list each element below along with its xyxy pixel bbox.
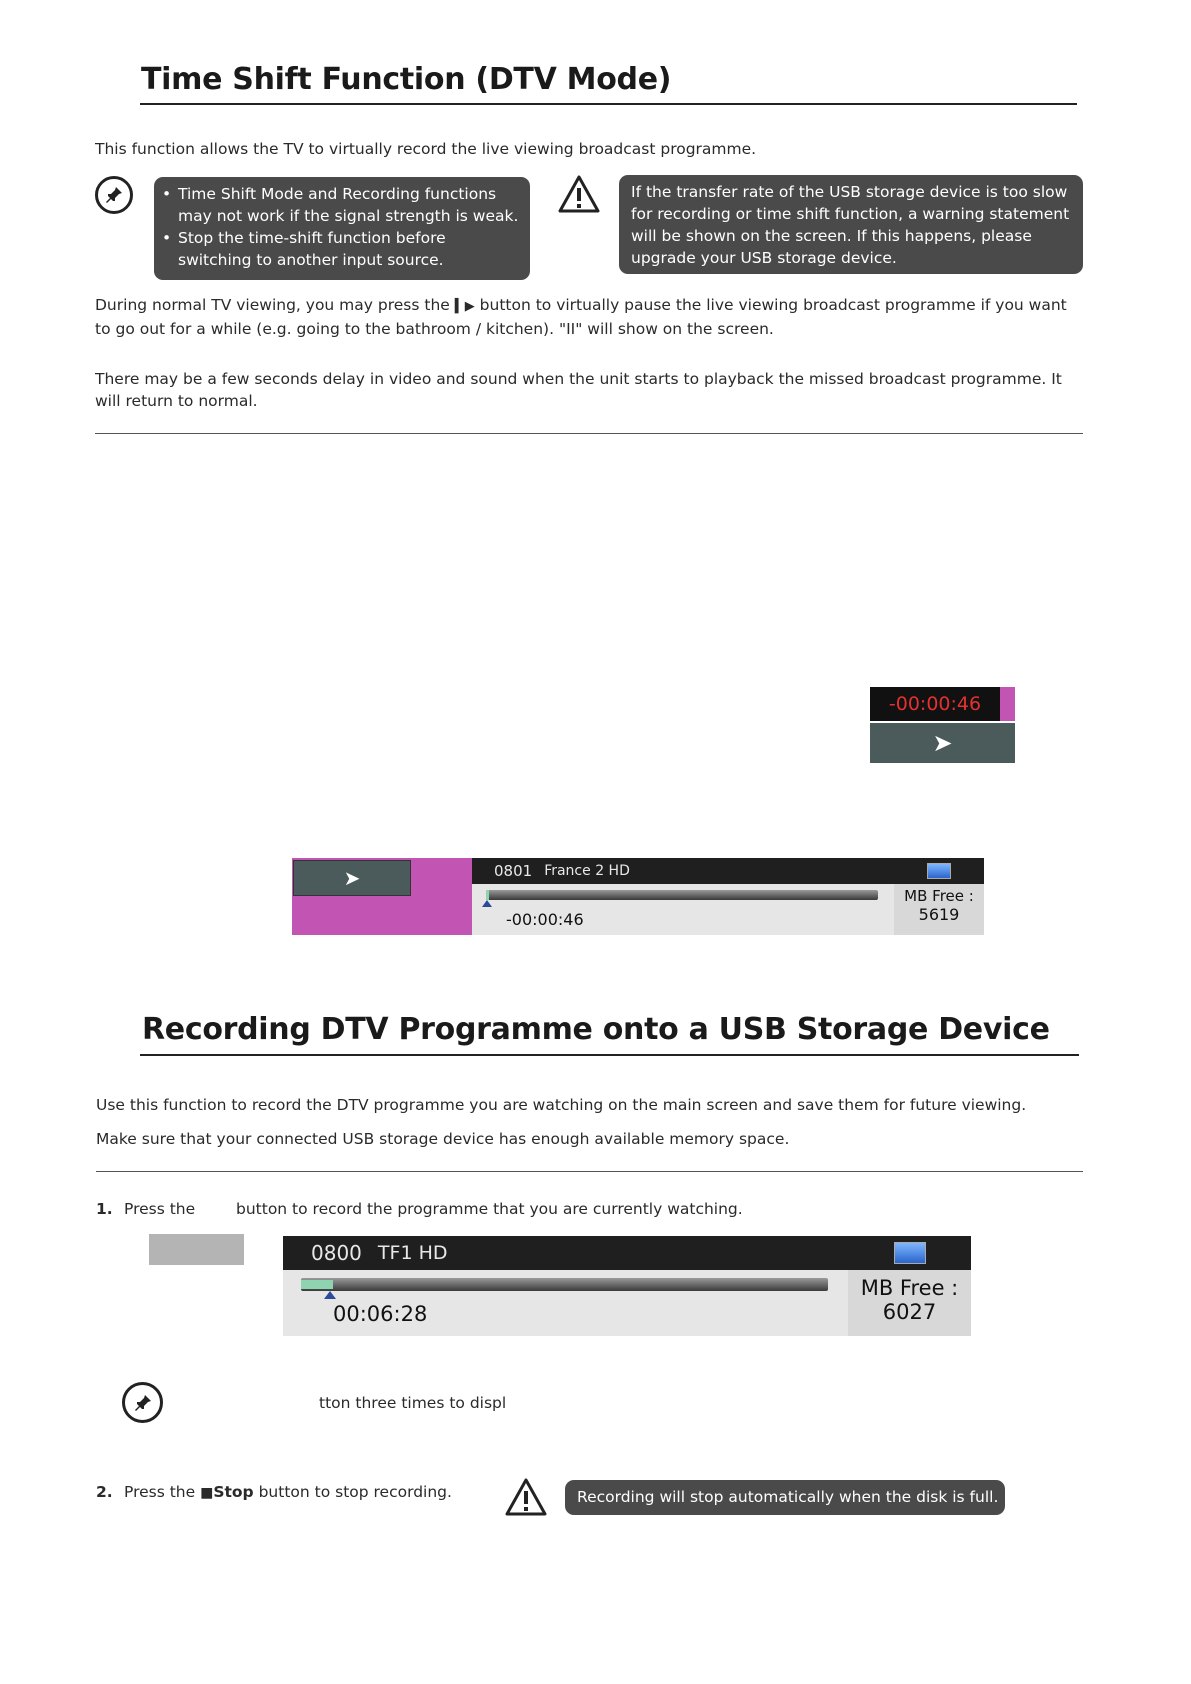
note-list: [154, 183, 520, 271]
section2-title-rule: [140, 1054, 1079, 1056]
step2-text: [124, 1481, 504, 1504]
note-bullet-2: • Stop the time-shift function before switching to another input source.: [154, 227, 520, 271]
note-box: [154, 177, 530, 280]
section1-paragraph-2: There may be a few seconds delay in video and sound when the unit starts to playback the missed broadcast programme. It will return to normal.: [95, 370, 1062, 410]
recording-mb-free-label: MB Free :: [860, 1276, 959, 1300]
storage-panel: [894, 884, 984, 935]
channel-number: 0801: [494, 862, 533, 880]
timeshift-time: -00:00:46: [888, 693, 982, 715]
play-icon: ➤: [932, 729, 953, 757]
step1-text-post: button to record the programme that you are currently watching.: [236, 1200, 743, 1218]
recording-progress-area: [283, 1270, 848, 1336]
stop-label: Stop: [213, 1483, 254, 1501]
recording-storage-header: [848, 1236, 971, 1270]
timeshift-play-panel: [870, 723, 1015, 763]
timeshift-osd-bar: [292, 858, 984, 935]
recording-time: 00:06:28: [333, 1302, 428, 1326]
channel-name: France 2 HD: [544, 863, 630, 879]
para1-part1: During normal TV viewing, you may press the: [95, 296, 455, 314]
recording-progress-track: [301, 1278, 828, 1291]
section1-title: Time Shift Function (DTV Mode): [141, 62, 672, 97]
timeshift-osd-small: [870, 687, 1015, 763]
note-bullet-1: • Time Shift Mode and Recording functions may not work if the signal strength is weak.: [154, 183, 520, 227]
pushpin-icon: [122, 1382, 163, 1423]
recording-channel-name: TF1 HD: [377, 1242, 448, 1264]
section2-intro-1: Use this function to record the DTV programme you are watching on the main screen and save them for future viewing.: [96, 1096, 1027, 1114]
recording-osd-bar: [283, 1236, 971, 1336]
recording-channel-header: [283, 1236, 848, 1270]
section1-divider: [95, 433, 1083, 434]
para1-part3: " will show on the screen.: [575, 320, 774, 338]
para1-part2: button to virtually pause the live viewing broadcast programme if you want to go out for a while (e.g. going to the bathroom / kitchen). ": [95, 296, 1067, 338]
section2-divider: [96, 1171, 1083, 1172]
step2-number: 2.: [96, 1483, 113, 1501]
section1-intro: This function allows the TV to virtually record the live viewing broadcast programme.: [95, 140, 757, 158]
mb-free-value: 5619: [918, 905, 960, 924]
note2-fragment: tton three times to displ: [319, 1394, 507, 1412]
play-pause-button-glyph: ▍▶: [454, 299, 475, 314]
recording-storage-panel: [848, 1270, 971, 1336]
mb-free-label: MB Free :: [904, 887, 974, 905]
step2-post: button to stop recording.: [253, 1483, 452, 1501]
warning-icon: [557, 174, 601, 214]
section1-title-rule: [140, 103, 1077, 105]
recording-channel-number: 0800: [311, 1241, 362, 1265]
tv-screen-icon: [927, 863, 951, 879]
warning2-box: Recording will stop automatically when the disk is full.: [565, 1480, 1005, 1515]
channel-header: [472, 858, 894, 884]
progress-fill: [486, 890, 489, 900]
warning-icon: [504, 1477, 548, 1517]
recording-progress-fill: [301, 1280, 333, 1289]
progress-area: [472, 884, 894, 935]
warning-box: If the transfer rate of the USB storage device is too slow for recording or time shift function, a warning statement will be shown on the screen. If this happens, please upgrade your USB storage device.: [619, 175, 1083, 274]
tv-screen-icon: [894, 1242, 926, 1264]
timeshift-time-display: [870, 687, 1000, 721]
timeshift-bar-time: -00:00:46: [506, 910, 584, 929]
step1-text-pre: Press the: [124, 1200, 196, 1218]
section2-title: Recording DTV Programme onto a USB Storage Device: [142, 1012, 1050, 1047]
record-button-placeholder: [149, 1234, 244, 1265]
recording-mb-free-value: 6027: [882, 1300, 937, 1324]
progress-track: [486, 890, 878, 900]
play-icon: ➤: [343, 866, 361, 890]
stop-icon: ■: [200, 1485, 214, 1501]
storage-panel-header: [894, 858, 984, 884]
timeshift-bar-play-button: [293, 860, 411, 896]
section2-intro-2: Make sure that your connected USB storage device has enough available memory space.: [96, 1130, 790, 1148]
section1-paragraph-1: [95, 294, 1080, 340]
pause-glyph: II: [566, 320, 576, 338]
timeshift-bar-left: [292, 858, 472, 935]
step2-pre: Press the: [124, 1483, 201, 1501]
step1-number: 1.: [96, 1200, 113, 1218]
recording-progress-marker-icon: [324, 1291, 336, 1299]
progress-marker-icon: [482, 900, 492, 907]
timeshift-time-panel: [870, 687, 1015, 721]
pushpin-icon: [95, 176, 133, 214]
